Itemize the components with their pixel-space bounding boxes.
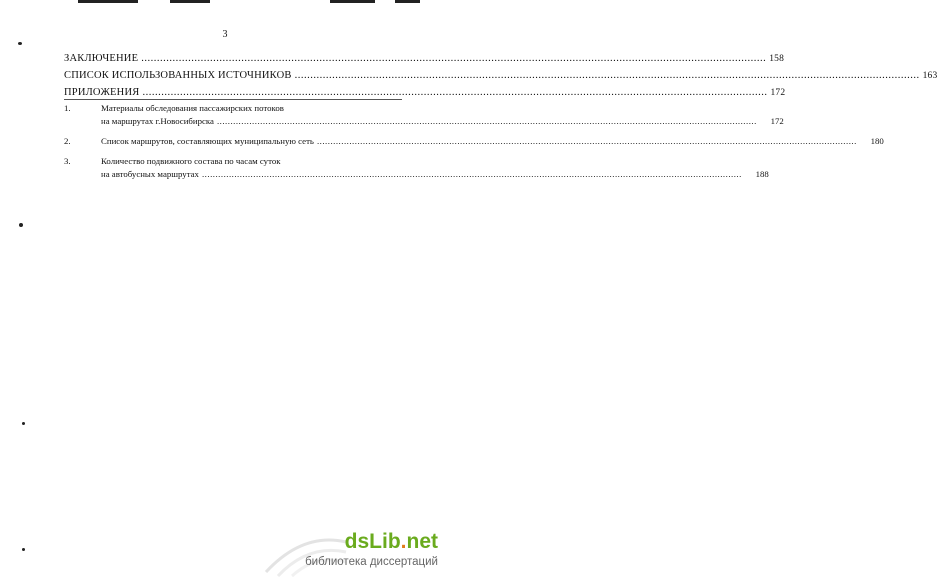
toc-entry-references[interactable]: [64, 67, 937, 84]
toc-entry-label: ПРИЛОЖЕНИЯ: [64, 87, 140, 98]
appendix-title-line: Список маршрутов, составляющих муниципальную сеть: [101, 136, 314, 146]
scan-speck: [18, 42, 22, 45]
watermark: [258, 528, 438, 576]
toc-leader-dots: [217, 115, 757, 128]
watermark-logo-main: dsLib: [344, 530, 401, 553]
appendix-item-1[interactable]: [64, 102, 784, 128]
appendix-index: 1.: [64, 103, 71, 113]
appendix-page: 172: [770, 116, 784, 126]
appendix-title-line: Материалы обследования пассажирских потоков: [101, 103, 284, 113]
scan-speck: [19, 223, 23, 227]
toc-leader-dots: [317, 135, 857, 148]
toc-entry-page: 158: [769, 54, 785, 64]
appendix-item-2[interactable]: [64, 135, 884, 148]
appendix-list: [64, 102, 884, 188]
scan-speck: [22, 422, 25, 425]
toc-leader-dots: [141, 50, 766, 67]
watermark-logo-dot: .: [400, 530, 407, 553]
section-divider: [64, 99, 402, 100]
toc-leader-dots: [202, 168, 742, 181]
watermark-subtitle: библиотека диссертаций: [305, 556, 438, 568]
appendix-index: 3.: [64, 156, 71, 166]
page-number: 3: [222, 29, 228, 40]
toc-entry-label: СПИСОК ИСПОЛЬЗОВАННЫХ ИСТОЧНИКОВ: [64, 70, 292, 81]
toc-entry-page: 172: [770, 88, 786, 98]
appendix-index: 2.: [64, 136, 71, 146]
appendix-title-line: на маршрутах г.Новосибирска: [101, 116, 214, 126]
appendix-item-3[interactable]: [64, 155, 769, 181]
appendix-page: 188: [755, 169, 769, 179]
watermark-logo: [345, 530, 438, 554]
appendix-title-line: на автобусных маршрутах: [101, 169, 199, 179]
toc-entry-page: 163: [922, 71, 937, 81]
appendix-page: 180: [870, 136, 884, 146]
table-of-contents: [64, 50, 937, 101]
scan-speck: [22, 548, 25, 551]
watermark-logo-tld: net: [406, 530, 438, 553]
scan-top-edge-marks: [0, 0, 450, 4]
toc-entry-label: ЗАКЛЮЧЕНИЕ: [64, 53, 139, 64]
toc-entry-conclusion[interactable]: [64, 50, 785, 67]
appendix-title-line: Количество подвижного состава по часам суток: [101, 156, 281, 166]
watermark-arcs-icon: [258, 532, 348, 576]
toc-leader-dots: [295, 67, 920, 84]
